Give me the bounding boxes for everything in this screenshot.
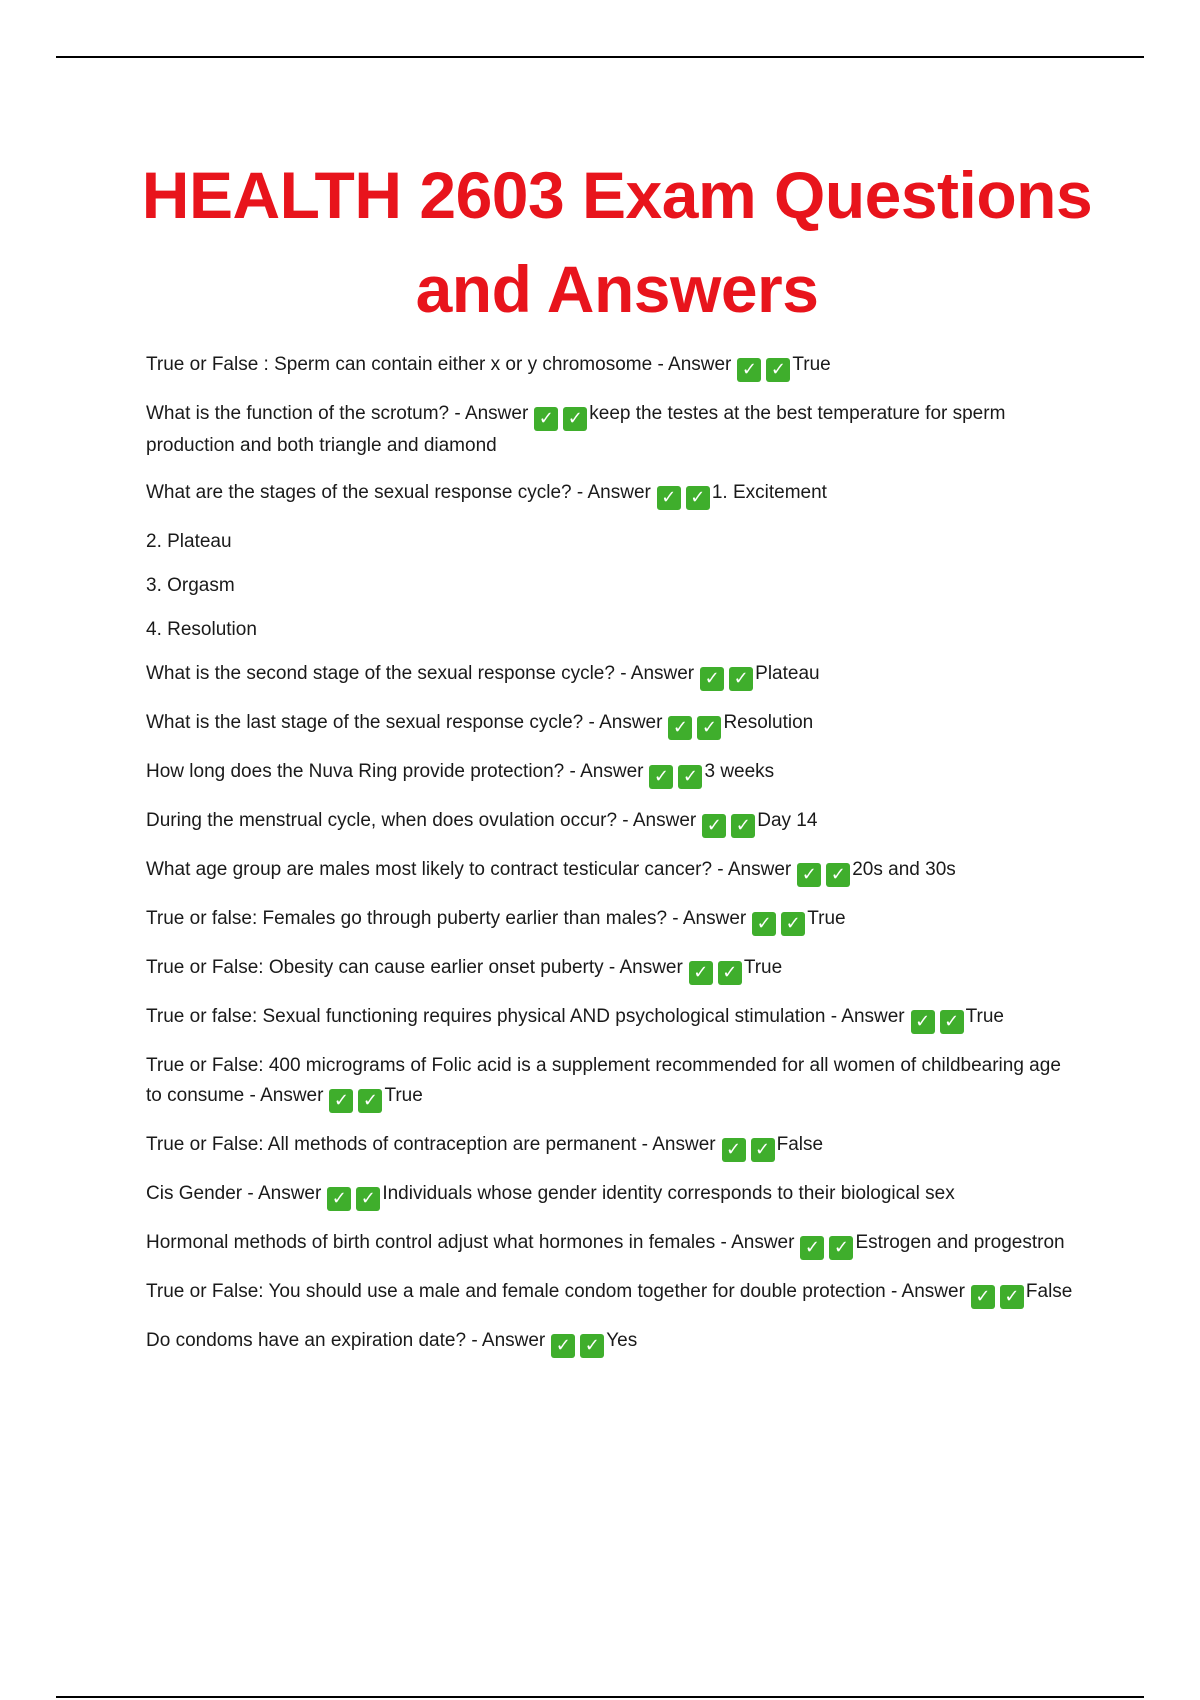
checkmark-icon: ✓ xyxy=(829,1236,853,1260)
checkmark-icon: ✓ xyxy=(781,912,805,936)
qa-item: Hormonal methods of birth control adjust what hormones in females - Answer ✓ ✓ Estrogen and progestron xyxy=(146,1232,1065,1258)
checkmark-icon: ✓ xyxy=(731,814,755,838)
answer-text: Plateau xyxy=(755,663,820,684)
answer-text: True xyxy=(384,1085,423,1106)
answer-label: Answer xyxy=(599,712,663,733)
answer-label: Answer xyxy=(668,354,732,375)
qa-item: True or false: Females go through puberty earlier than males? - Answer ✓ ✓ True xyxy=(146,908,846,934)
question-text: Cis Gender xyxy=(146,1183,243,1204)
answer-continuation: 3. Orgasm xyxy=(146,575,235,596)
checkmark-icon: ✓ xyxy=(797,863,821,887)
page-title: HEALTH 2603 Exam Questions and Answers xyxy=(141,158,1093,326)
question-text: True or False: 400 micrograms of Folic acid is a supplement recommended for all women of childbearing age to consume xyxy=(146,1055,1061,1106)
checkmark-icon: ✓ xyxy=(649,765,673,789)
checkmark-icon: ✓ xyxy=(751,1138,775,1162)
answer-label: Answer xyxy=(260,1085,324,1106)
qa-item: True or False: 400 micrograms of Folic acid is a supplement recommended for all women of childbearing age to consume - Answer ✓ ✓ True xyxy=(146,1055,1061,1111)
answer-label: Answer xyxy=(481,1330,546,1351)
qa-item: True or False: Obesity can cause earlier onset puberty - Answer ✓ ✓ True xyxy=(146,957,783,983)
answer-text: Individuals whose gender identity corresponds to their biological sex xyxy=(382,1183,955,1204)
question-text: True or False: Obesity can cause earlier onset puberty xyxy=(146,957,604,978)
checkmark-icon: ✓ xyxy=(729,667,753,691)
qa-item: Do condoms have an expiration date? - Answer ✓ ✓ Yes xyxy=(146,1330,638,1356)
top-rule xyxy=(56,56,1144,58)
qa-item: What is the function of the scrotum? - Answer ✓ ✓ keep the testes at the best temperature for sperm production and both triangle and diamond xyxy=(146,403,1006,456)
question-text: What is the last stage of the sexual response cycle? xyxy=(146,712,584,733)
answer-label: Answer xyxy=(727,859,792,880)
answer-text: 3 weeks xyxy=(704,761,775,782)
qa-item: During the menstrual cycle, when does ovulation occur? - Answer ✓ ✓ Day 14 xyxy=(146,810,818,836)
checkmark-icon: ✓ xyxy=(356,1187,380,1211)
answer-text: Yes xyxy=(606,1330,638,1351)
qa-item: True or False: All methods of contraception are permanent - Answer ✓ ✓ False xyxy=(146,1134,824,1160)
qa-item: True or false: Sexual functioning requires physical AND psychological stimulation - Answer ✓ ✓ True xyxy=(146,1006,1004,1032)
answer-text: True xyxy=(792,354,831,375)
question-text: How long does the Nuva Ring provide protection? xyxy=(146,761,565,782)
checkmark-icon: ✓ xyxy=(702,814,726,838)
answer-label: Answer xyxy=(619,957,683,978)
answer-label: Answer xyxy=(652,1134,716,1155)
question-text: True or False: All methods of contraception are permanent xyxy=(146,1134,637,1155)
answer-text: Day 14 xyxy=(757,810,818,831)
qa-list xyxy=(146,350,1081,1375)
checkmark-icon: ✓ xyxy=(580,1334,604,1358)
checkmark-icon: ✓ xyxy=(689,961,713,985)
bottom-rule xyxy=(56,1696,1144,1698)
checkmark-icon: ✓ xyxy=(766,358,790,382)
answer-label: Answer xyxy=(682,908,747,929)
checkmark-icon: ✓ xyxy=(940,1010,964,1034)
answer-text: 1. Excitement xyxy=(711,482,827,503)
answer-label: Answer xyxy=(630,663,695,684)
checkmark-icon: ✓ xyxy=(1000,1285,1024,1309)
answer-text: True xyxy=(743,957,783,978)
question-text: What is the function of the scrotum? xyxy=(146,403,450,424)
checkmark-icon: ✓ xyxy=(329,1089,353,1113)
checkmark-icon: ✓ xyxy=(722,1138,746,1162)
checkmark-icon: ✓ xyxy=(752,912,776,936)
qa-item: Cis Gender - Answer ✓ ✓ Individuals whose gender identity corresponds to their biological sex xyxy=(146,1183,955,1209)
answer-label: Answer xyxy=(632,810,697,831)
answer-continuation: 4. Resolution xyxy=(146,619,257,640)
qa-item: True or False: You should use a male and female condom together for double protection - Answer ✓ ✓ False xyxy=(146,1281,1073,1307)
qa-item: What is the second stage of the sexual response cycle? - Answer ✓ ✓ Plateau xyxy=(146,663,820,689)
answer-text: False xyxy=(776,1134,824,1155)
answer-label: Answer xyxy=(464,403,529,424)
answer-label: Answer xyxy=(580,761,644,782)
answer-text: keep the testes at the best temperature for sperm production and both triangle and diamond xyxy=(146,403,1006,456)
checkmark-icon: ✓ xyxy=(911,1010,935,1034)
question-text: True or false: Sexual functioning requires physical AND psychological stimulation xyxy=(146,1006,826,1027)
question-text: True or False : Sperm can contain either x or y chromosome xyxy=(146,354,653,375)
checkmark-icon: ✓ xyxy=(697,716,721,740)
question-text: What age group are males most likely to contract testicular cancer? xyxy=(146,859,713,880)
qa-item: What is the last stage of the sexual response cycle? - Answer ✓ ✓ Resolution xyxy=(146,712,814,738)
qa-item: How long does the Nuva Ring provide protection? - Answer ✓ ✓ 3 weeks xyxy=(146,761,775,787)
question-text: What is the second stage of the sexual response cycle? xyxy=(146,663,615,684)
answer-text: True xyxy=(965,1006,1004,1027)
checkmark-icon: ✓ xyxy=(668,716,692,740)
answer-label: Answer xyxy=(901,1281,965,1302)
answer-text: Estrogen and progestron xyxy=(855,1232,1065,1253)
qa-item: True or False : Sperm can contain either x or y chromosome - Answer ✓ ✓ True xyxy=(146,354,831,380)
checkmark-icon: ✓ xyxy=(358,1089,382,1113)
answer-label: Answer xyxy=(731,1232,795,1253)
question-text: Hormonal methods of birth control adjust what hormones in females xyxy=(146,1232,716,1253)
checkmark-icon: ✓ xyxy=(678,765,702,789)
question-text: During the menstrual cycle, when does ovulation occur? xyxy=(146,810,618,831)
answer-text: 20s and 30s xyxy=(852,859,956,880)
answer-label: Answer xyxy=(257,1183,322,1204)
question-text: True or false: Females go through puberty earlier than males? xyxy=(146,908,668,929)
checkmark-icon: ✓ xyxy=(737,358,761,382)
checkmark-icon: ✓ xyxy=(718,961,742,985)
checkmark-icon: ✓ xyxy=(686,486,710,510)
checkmark-icon: ✓ xyxy=(657,486,681,510)
answer-label: Answer xyxy=(587,482,651,503)
answer-continuation: 2. Plateau xyxy=(146,531,232,552)
answer-text: True xyxy=(807,908,846,929)
checkmark-icon: ✓ xyxy=(700,667,724,691)
answer-label: Answer xyxy=(841,1006,905,1027)
checkmark-icon: ✓ xyxy=(534,407,558,431)
answer-text: False xyxy=(1025,1281,1073,1302)
qa-item: What age group are males most likely to contract testicular cancer? - Answer ✓ ✓ 20s and 30s xyxy=(146,859,956,885)
checkmark-icon: ✓ xyxy=(551,1334,575,1358)
checkmark-icon: ✓ xyxy=(826,863,850,887)
checkmark-icon: ✓ xyxy=(327,1187,351,1211)
question-text: True or False: You should use a male and female condom together for double protection xyxy=(146,1281,886,1302)
checkmark-icon: ✓ xyxy=(971,1285,995,1309)
question-text: Do condoms have an expiration date? xyxy=(146,1330,467,1351)
checkmark-icon: ✓ xyxy=(800,1236,824,1260)
checkmark-icon: ✓ xyxy=(563,407,587,431)
qa-item: What are the stages of the sexual response cycle? - Answer ✓ ✓ 1. Excitement xyxy=(146,482,827,508)
question-text: What are the stages of the sexual response cycle? xyxy=(146,482,572,503)
answer-text: Resolution xyxy=(723,712,814,733)
